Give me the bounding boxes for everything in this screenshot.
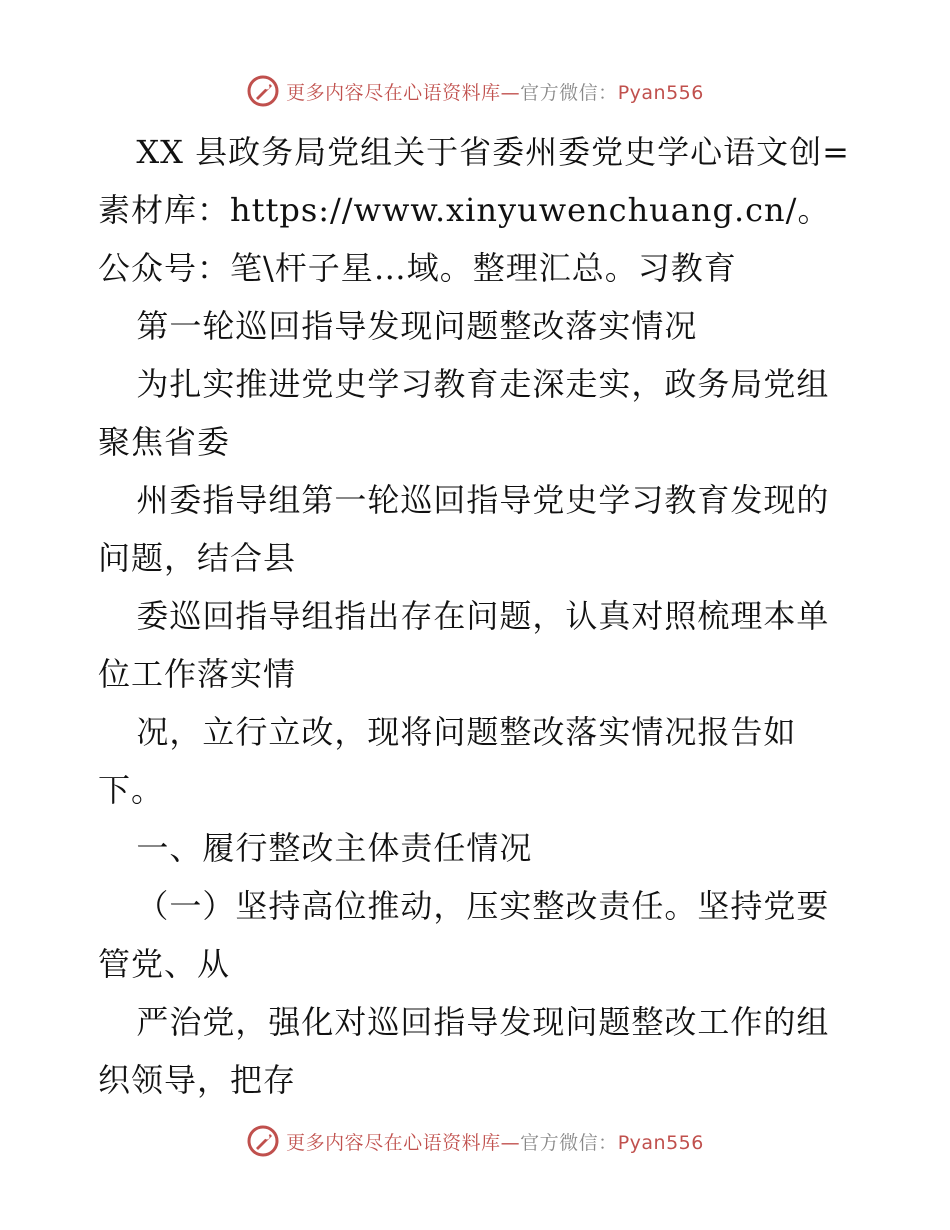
paragraph: 委巡回指导组指出存在问题，认真对照梳理本单位工作落实情 <box>98 597 830 693</box>
paragraph: 严治党，强化对巡回指导发现问题整改工作的组织领导，把存 <box>98 1003 830 1099</box>
banner-wechat-label: 官方微信： <box>520 1131 618 1154</box>
banner-text <box>286 1128 704 1155</box>
pen-logo-icon <box>246 74 280 108</box>
paragraph: 第一轮巡回指导发现问题整改落实情况 <box>136 307 698 345</box>
paragraph: 况，立行立改，现将问题整改落实情况报告如下。 <box>98 713 797 809</box>
paragraph: （一）坚持高位推动，压实整改责任。坚持党要管党、从 <box>98 887 830 983</box>
paragraph: 州委指导组第一轮巡回指导党史学习教育发现的问题，结合县 <box>98 481 830 577</box>
banner-site-text: 更多内容尽在心语资料库— <box>286 81 521 104</box>
pen-logo-icon <box>246 1124 280 1158</box>
document-body <box>98 123 858 1109</box>
paragraph: 为扎实推进党史学习教育走深走实，政务局党组聚焦省委 <box>98 365 830 461</box>
paragraph: 一、履行整改主体责任情况 <box>136 829 533 867</box>
footer-banner <box>0 1121 950 1161</box>
banner-wechat-label: 官方微信： <box>520 81 618 104</box>
header-banner <box>0 71 950 111</box>
paragraph: XX 县政务局党组关于省委州委党史学心语文创=素材库：https://www.xinyuwenchuang.cn/。公众号：笔\杆子星…域。整理汇总。习教育 <box>98 133 850 287</box>
banner-text <box>286 78 704 105</box>
banner-wechat-id: Pyan556 <box>617 1131 704 1154</box>
banner-site-text: 更多内容尽在心语资料库— <box>286 1131 521 1154</box>
banner-wechat-id: Pyan556 <box>617 81 704 104</box>
